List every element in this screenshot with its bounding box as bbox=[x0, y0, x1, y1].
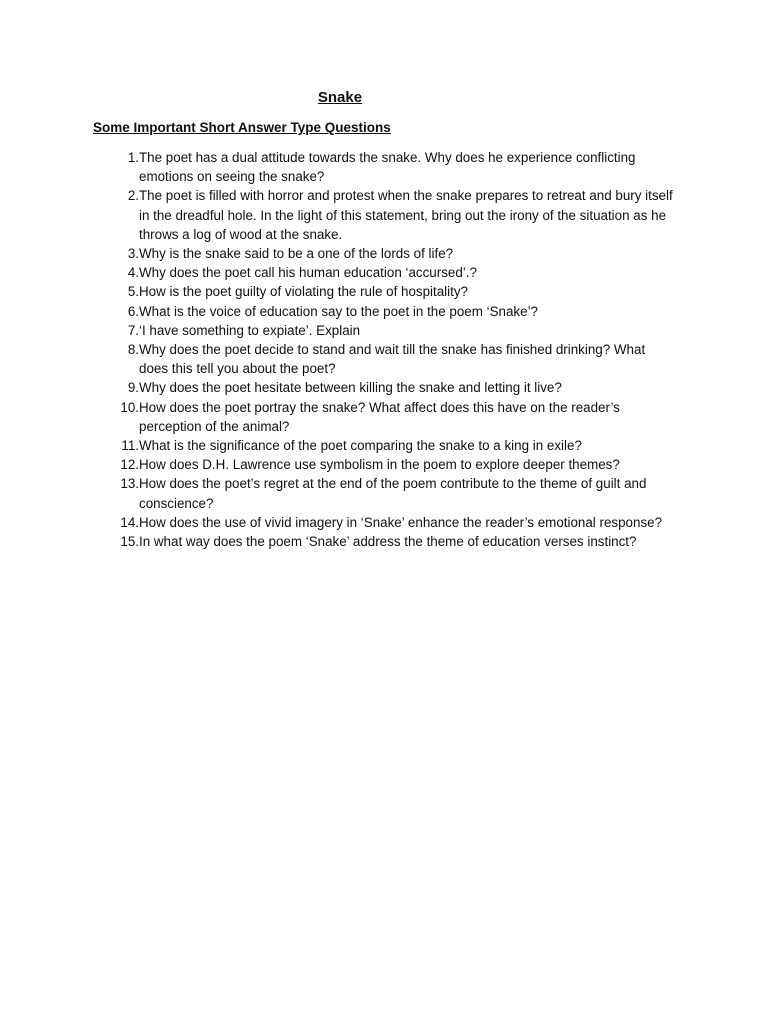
list-item-number-label: 7. bbox=[127, 322, 139, 338]
list-item-text: What is the significance of the poet comparing the snake to a king in exile? bbox=[139, 438, 582, 454]
list-item-number bbox=[112, 436, 139, 455]
list-item-number-label: 9. bbox=[127, 380, 139, 396]
section-heading: Some Important Short Answer Type Questions bbox=[93, 120, 391, 135]
list-item bbox=[112, 532, 674, 551]
list-item-number-label: 6. bbox=[127, 303, 139, 319]
list-item-number bbox=[112, 455, 139, 474]
list-item-number bbox=[112, 532, 139, 551]
list-item-number-label: 15. bbox=[120, 534, 139, 550]
list-item-number-label: 14. bbox=[120, 514, 139, 530]
list-item-number bbox=[112, 513, 139, 532]
list-item-number-label: 4. bbox=[127, 265, 139, 281]
list-item-number bbox=[112, 186, 139, 244]
list-item bbox=[112, 378, 674, 397]
list-item bbox=[112, 302, 674, 321]
list-item bbox=[112, 282, 674, 301]
list-item bbox=[112, 148, 674, 186]
question-list bbox=[112, 148, 674, 551]
list-item-text: Why does the poet call his human education ‘accursed’.? bbox=[139, 265, 477, 281]
list-item-text: Why does the poet decide to stand and wait till the snake has finished drinking? What does this tell you about the poet? bbox=[139, 342, 646, 377]
page-title: Snake bbox=[317, 89, 363, 106]
list-item bbox=[112, 474, 674, 512]
list-item-number bbox=[112, 398, 139, 436]
list-item bbox=[112, 244, 674, 263]
list-item-number bbox=[112, 302, 139, 321]
list-item bbox=[112, 340, 674, 378]
list-item-number bbox=[112, 474, 139, 512]
list-item bbox=[112, 436, 674, 455]
list-item-text: Why is the snake said to be a one of the lords of life? bbox=[139, 246, 454, 262]
list-item-number bbox=[112, 340, 139, 378]
list-item-number bbox=[112, 321, 139, 340]
list-item-number-label: 8. bbox=[127, 342, 139, 358]
list-item-number-label: 3. bbox=[127, 246, 139, 262]
list-item bbox=[112, 398, 674, 436]
list-item-number-label: 10. bbox=[120, 399, 139, 415]
list-item-text: How does the poet’s regret at the end of the poem contribute to the theme of guilt and conscience? bbox=[139, 476, 647, 511]
list-item-text: How does D.H. Lawrence use symbolism in the poem to explore deeper themes? bbox=[139, 457, 620, 473]
list-item-number bbox=[112, 263, 139, 282]
list-item-number bbox=[112, 244, 139, 263]
list-item-text: Why does the poet hesitate between killing the snake and letting it live? bbox=[139, 380, 562, 396]
list-item bbox=[112, 263, 674, 282]
list-item-text: The poet has a dual attitude towards the snake. Why does he experience conflicting emotions on seeing the snake? bbox=[139, 150, 636, 185]
list-item-text: How does the poet portray the snake? What affect does this have on the reader’s perception of the animal? bbox=[139, 399, 620, 434]
list-item bbox=[112, 513, 674, 532]
list-item-text: What is the voice of education say to the poet in the poem ‘Snake’? bbox=[139, 303, 538, 319]
list-item-number bbox=[112, 282, 139, 301]
list-item-text: The poet is filled with horror and protest when the snake prepares to retreat and bury itself in the dreadful hole. In the light of this statement, bring out the irony of the situation as he throws a log of wood at the snake. bbox=[139, 188, 673, 242]
list-item-number-label: 1. bbox=[127, 150, 139, 165]
list-item-text: How does the use of vivid imagery in ‘Snake’ enhance the reader’s emotional response? bbox=[139, 514, 663, 530]
list-item-number bbox=[112, 378, 139, 397]
list-item-number-label: 5. bbox=[127, 284, 139, 300]
list-item bbox=[112, 321, 674, 340]
list-item-number bbox=[112, 148, 139, 186]
list-item-number-label: 12. bbox=[120, 457, 139, 473]
list-item bbox=[112, 455, 674, 474]
list-item-number-label: 2. bbox=[127, 188, 139, 204]
list-item-text: ‘I have something to expiate’. Explain bbox=[139, 322, 361, 338]
list-item-text: How is the poet guilty of violating the rule of hospitality? bbox=[139, 284, 468, 300]
list-item-number-label: 13. bbox=[120, 476, 139, 492]
list-item-text: In what way does the poem ‘Snake’ address the theme of education verses instinct? bbox=[139, 534, 637, 550]
list-item bbox=[112, 186, 674, 244]
list-item-number-label: 11. bbox=[121, 438, 139, 454]
